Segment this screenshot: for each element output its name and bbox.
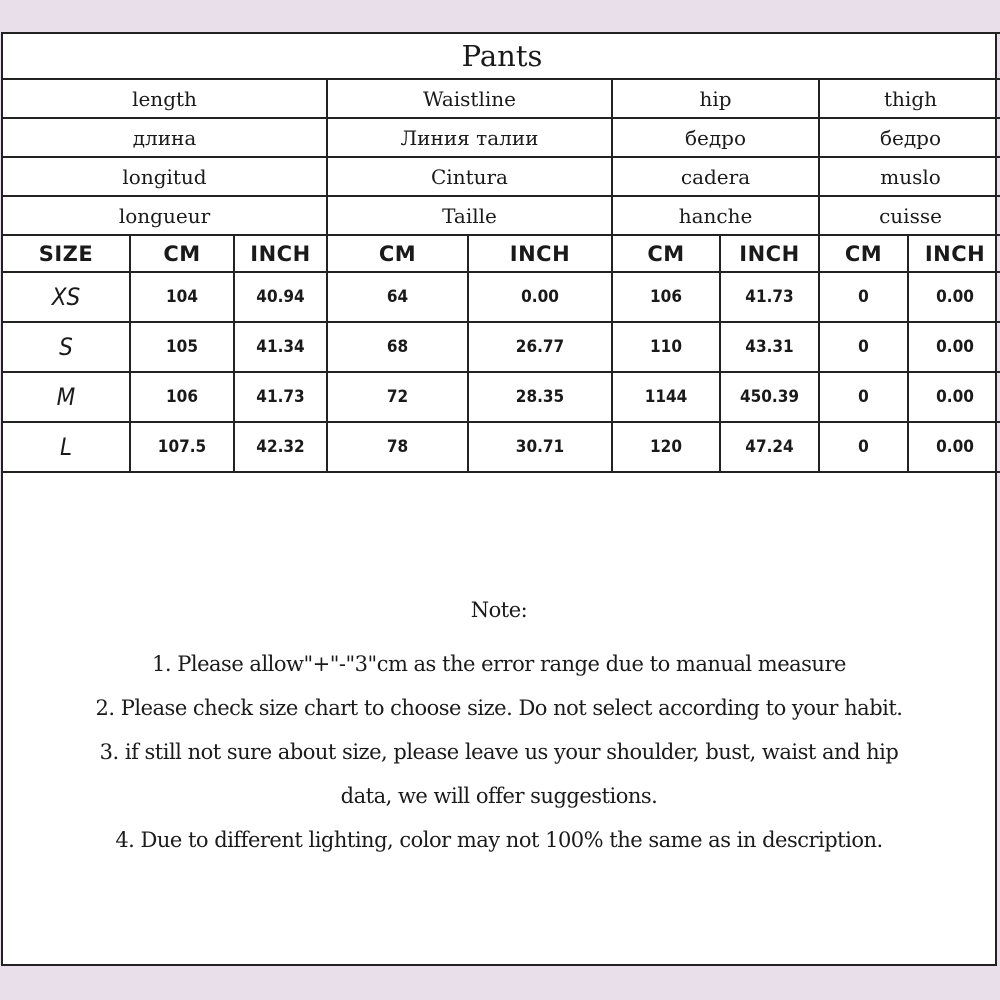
table-row xyxy=(2,422,1000,472)
header-thigh-inch: INCH xyxy=(908,235,1000,272)
english-label-row xyxy=(2,79,1000,118)
header-waist-cm: CM xyxy=(327,235,468,272)
hip-cm-value: 106 xyxy=(612,272,720,322)
title-row xyxy=(2,33,1000,79)
table-row xyxy=(2,372,1000,422)
note-line-1: 1. Please allow"+"-"3"cm as the error range due to manual measure xyxy=(152,652,846,676)
label-hip-es: cadera xyxy=(612,157,819,196)
hip-inch-value: 47.24 xyxy=(720,422,819,472)
length-inch-value: 40.94 xyxy=(234,272,327,322)
notes-section xyxy=(3,598,995,862)
waist-inch-value: 26.77 xyxy=(468,322,612,372)
note-line-2: 2. Please check size chart to choose size. Do not select according to your habit. xyxy=(95,696,903,720)
spanish-label-row xyxy=(2,157,1000,196)
header-hip-inch: INCH xyxy=(720,235,819,272)
length-cm-value: 106 xyxy=(130,372,234,422)
unit-header-row xyxy=(2,235,1000,272)
waist-inch-value: 28.35 xyxy=(468,372,612,422)
waist-inch-value: 30.71 xyxy=(468,422,612,472)
waist-inch-value: 0.00 xyxy=(468,272,612,322)
thigh-inch-value: 0.00 xyxy=(908,272,1000,322)
thigh-inch-value: 0.00 xyxy=(908,372,1000,422)
label-thigh-fr: cuisse xyxy=(819,196,1000,235)
table-row xyxy=(2,322,1000,372)
thigh-inch-value: 0.00 xyxy=(908,322,1000,372)
label-waistline-es: Cintura xyxy=(327,157,612,196)
thigh-cm-value: 0 xyxy=(819,322,908,372)
label-hip-fr: hanche xyxy=(612,196,819,235)
label-thigh-es: muslo xyxy=(819,157,1000,196)
hip-cm-value: 120 xyxy=(612,422,720,472)
hip-inch-value: 450.39 xyxy=(720,372,819,422)
length-inch-value: 42.32 xyxy=(234,422,327,472)
chart-title: Pants xyxy=(2,33,1000,79)
waist-cm-value: 68 xyxy=(327,322,468,372)
label-length-en: length xyxy=(2,79,327,118)
length-cm-value: 107.5 xyxy=(130,422,234,472)
length-cm-value: 105 xyxy=(130,322,234,372)
length-inch-value: 41.73 xyxy=(234,372,327,422)
thigh-cm-value: 0 xyxy=(819,422,908,472)
size-value: S xyxy=(2,322,130,372)
header-thigh-cm: CM xyxy=(819,235,908,272)
thigh-inch-value: 0.00 xyxy=(908,422,1000,472)
header-length-cm: CM xyxy=(130,235,234,272)
table-row xyxy=(2,272,1000,322)
label-length-fr: longueur xyxy=(2,196,327,235)
size-value: XS xyxy=(2,272,130,322)
note-line-4: 4. Due to different lighting, color may not 100% the same as in description. xyxy=(115,828,883,852)
label-hip-en: hip xyxy=(612,79,819,118)
note-line-3-continued: data, we will offer suggestions. xyxy=(340,784,658,808)
label-waistline-ru: Линия талии xyxy=(327,118,612,157)
header-hip-cm: CM xyxy=(612,235,720,272)
note-line-3: 3. if still not sure about size, please leave us your shoulder, bust, waist and hip xyxy=(99,740,899,764)
size-value: L xyxy=(2,422,130,472)
waist-cm-value: 78 xyxy=(327,422,468,472)
label-length-ru: длина xyxy=(2,118,327,157)
label-thigh-en: thigh xyxy=(819,79,1000,118)
hip-inch-value: 43.31 xyxy=(720,322,819,372)
size-value: M xyxy=(2,372,130,422)
waist-cm-value: 72 xyxy=(327,372,468,422)
label-waistline-en: Waistline xyxy=(327,79,612,118)
russian-label-row xyxy=(2,118,1000,157)
label-thigh-ru: бедро xyxy=(819,118,1000,157)
header-size: SIZE xyxy=(2,235,130,272)
french-label-row xyxy=(2,196,1000,235)
notes-title: Note: xyxy=(470,598,528,622)
size-chart-table xyxy=(1,32,1000,473)
hip-cm-value: 110 xyxy=(612,322,720,372)
thigh-cm-value: 0 xyxy=(819,272,908,322)
waist-cm-value: 64 xyxy=(327,272,468,322)
thigh-cm-value: 0 xyxy=(819,372,908,422)
header-length-inch: INCH xyxy=(234,235,327,272)
label-hip-ru: бедро xyxy=(612,118,819,157)
label-waistline-fr: Taille xyxy=(327,196,612,235)
hip-cm-value: 1144 xyxy=(612,372,720,422)
hip-inch-value: 41.73 xyxy=(720,272,819,322)
length-cm-value: 104 xyxy=(130,272,234,322)
length-inch-value: 41.34 xyxy=(234,322,327,372)
size-chart-sheet xyxy=(1,32,997,966)
label-length-es: longitud xyxy=(2,157,327,196)
header-waist-inch: INCH xyxy=(468,235,612,272)
